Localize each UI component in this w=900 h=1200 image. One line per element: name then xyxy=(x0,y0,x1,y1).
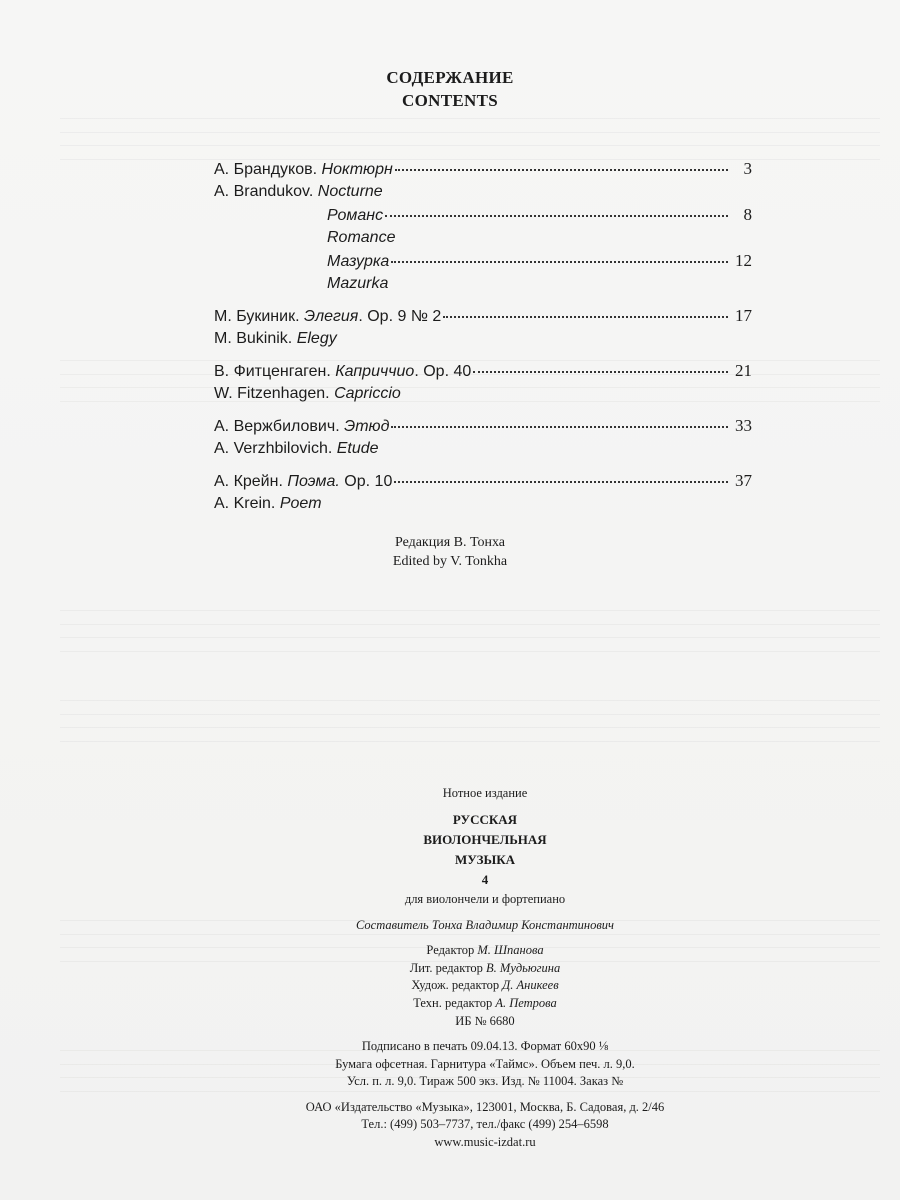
toc-entry xyxy=(214,437,752,460)
contents-title-en: CONTENTS xyxy=(402,91,498,110)
show-through-staff xyxy=(60,118,880,160)
toc-entry-text xyxy=(214,470,392,493)
toc-page-number: 37 xyxy=(735,471,752,490)
instrumentation: для виолончели и фортепиано xyxy=(404,892,566,906)
toc-entry-text xyxy=(214,327,337,350)
toc-group xyxy=(214,414,752,460)
toc-author: M. Bukinik. xyxy=(214,330,293,347)
toc-entry-text xyxy=(214,492,322,515)
volume-number: 4 xyxy=(481,872,489,887)
credit-name: В. Мудьюгина xyxy=(486,960,561,975)
toc-opus: . Ор. 40 xyxy=(414,363,472,380)
toc-entry xyxy=(214,327,752,350)
toc-work-title: Каприччио xyxy=(335,363,415,380)
toc-author: A. Verzhbilovich. xyxy=(214,440,333,457)
toc-page-number: 17 xyxy=(735,306,752,325)
toc-entry xyxy=(214,180,752,203)
toc-entry-text xyxy=(214,437,379,460)
print-detail-line: Усл. п. л. 9,0. Тираж 500 экз. Изд. № 11004. Заказ № xyxy=(346,1074,624,1088)
contents-title-ru: СОДЕРЖАНИЕ xyxy=(386,68,514,87)
show-through-staff xyxy=(60,700,880,742)
toc-entry-text xyxy=(214,158,393,181)
table-of-contents xyxy=(214,157,752,524)
publication-title-line-2: ВИОЛОНЧЕЛЬНАЯ xyxy=(423,832,547,847)
publisher-info xyxy=(0,1099,900,1152)
toc-work-title: Поэма. xyxy=(287,473,340,490)
toc-entry xyxy=(214,492,752,515)
toc-entry-text xyxy=(214,415,389,438)
toc-author: А. Вержбилович. xyxy=(214,418,340,435)
toc-entry-text xyxy=(214,305,441,328)
toc-group xyxy=(214,304,752,350)
edition-type: Нотное издание xyxy=(442,786,528,800)
print-detail-line: Бумага офсетная. Гарнитура «Таймс». Объем печ. л. 9,0. xyxy=(335,1056,635,1071)
credit-line xyxy=(0,960,900,978)
colophon xyxy=(0,784,900,1151)
toc-entry xyxy=(214,157,752,180)
credit-role: Лит. редактор xyxy=(409,960,483,975)
credit-line xyxy=(0,977,900,995)
toc-entry xyxy=(214,249,752,272)
toc-work-title: Mazurka xyxy=(327,275,389,292)
editor-credit xyxy=(0,533,900,571)
credit-name: Д. Аникеев xyxy=(502,978,559,992)
toc-entry-text xyxy=(214,180,383,203)
ib-number: ИБ № 6680 xyxy=(455,1014,515,1028)
publication-title-line-3: МУЗЫКА xyxy=(454,852,516,867)
toc-opus: Ор. 10 xyxy=(339,473,393,490)
toc-entry xyxy=(214,414,752,437)
toc-page-number: 8 xyxy=(743,205,752,224)
toc-author: A. Brandukov. xyxy=(214,183,314,200)
toc-leader-dots xyxy=(394,481,728,483)
credit-role: Техн. редактор xyxy=(413,995,493,1010)
credit-name: М. Шпанова xyxy=(477,943,544,957)
toc-entry-text xyxy=(214,360,471,383)
publisher-line: Тел.: (499) 503–7737, тел./факс (499) 254–6598 xyxy=(361,1117,609,1131)
credits-list xyxy=(0,942,900,1012)
publisher-line: ОАО «Издательство «Музыка», 123001, Москва, Б. Садовая, д. 2/46 xyxy=(305,1099,665,1114)
credit-role: Худож. редактор xyxy=(411,978,500,992)
credit-role: Редактор xyxy=(426,943,475,957)
toc-work-title: Этюд xyxy=(344,418,390,435)
toc-work-title: Capriccio xyxy=(334,385,401,402)
toc-entry xyxy=(214,203,752,226)
toc-page-number: 21 xyxy=(735,361,752,380)
toc-group xyxy=(214,359,752,405)
toc-page-number: 12 xyxy=(735,251,752,270)
toc-entry-text xyxy=(327,272,388,295)
toc-entry xyxy=(214,382,752,405)
toc-leader-dots xyxy=(395,169,728,171)
toc-entry xyxy=(214,226,752,249)
toc-work-title: Poem xyxy=(279,495,322,512)
credit-line xyxy=(0,942,900,960)
toc-entry-text xyxy=(327,250,389,273)
toc-entry xyxy=(214,272,752,295)
toc-page-number: 33 xyxy=(735,416,752,435)
toc-author: W. Fitzenhagen. xyxy=(214,385,330,402)
contents-header xyxy=(0,66,900,112)
print-detail-line: Подписано в печать 09.04.13. Формат 60x90 ⅛ xyxy=(361,1039,609,1053)
toc-entry-text xyxy=(327,226,395,249)
credit-name: А. Петрова xyxy=(495,995,557,1010)
credit-line xyxy=(0,995,900,1013)
publication-title-line-1: РУССКАЯ xyxy=(452,812,518,827)
toc-author: М. Букиник. xyxy=(214,308,300,325)
toc-entry-text xyxy=(327,204,383,227)
toc-leader-dots xyxy=(443,316,728,318)
toc-work-title: Ноктюрн xyxy=(321,161,393,178)
toc-author: А. Брандуков. xyxy=(214,161,318,178)
editor-credit-ru: Редакция В. Тонха xyxy=(394,535,506,550)
toc-work-title: Мазурка xyxy=(327,253,390,270)
toc-work-title: Романс xyxy=(327,207,384,224)
toc-entry xyxy=(214,469,752,492)
toc-group xyxy=(214,469,752,515)
toc-work-title: Nocturne xyxy=(317,183,383,200)
toc-author: В. Фитценгаген. xyxy=(214,363,331,380)
compiler: Составитель Тонха Владимир Константинович xyxy=(355,918,615,932)
editor-credit-en: Edited by V. Tonkha xyxy=(392,554,508,569)
toc-entry-text xyxy=(214,382,401,405)
toc-work-title: Romance xyxy=(327,229,396,246)
toc-opus: . Ор. 9 № 2 xyxy=(358,308,442,325)
toc-author: A. Krein. xyxy=(214,495,276,512)
toc-leader-dots xyxy=(385,215,728,217)
toc-entry xyxy=(214,359,752,382)
publisher-line: www.music-izdat.ru xyxy=(434,1134,536,1149)
show-through-staff xyxy=(60,610,880,652)
toc-leader-dots xyxy=(473,371,728,373)
toc-author: А. Крейн. xyxy=(214,473,283,490)
print-details xyxy=(0,1038,900,1091)
toc-leader-dots xyxy=(391,426,728,428)
toc-work-title: Etude xyxy=(336,440,379,457)
toc-page-number: 3 xyxy=(743,159,752,178)
toc-entry xyxy=(214,304,752,327)
toc-work-title: Элегия xyxy=(303,308,359,325)
toc-group xyxy=(214,157,752,295)
toc-leader-dots xyxy=(391,261,728,263)
toc-work-title: Elegy xyxy=(296,330,337,347)
